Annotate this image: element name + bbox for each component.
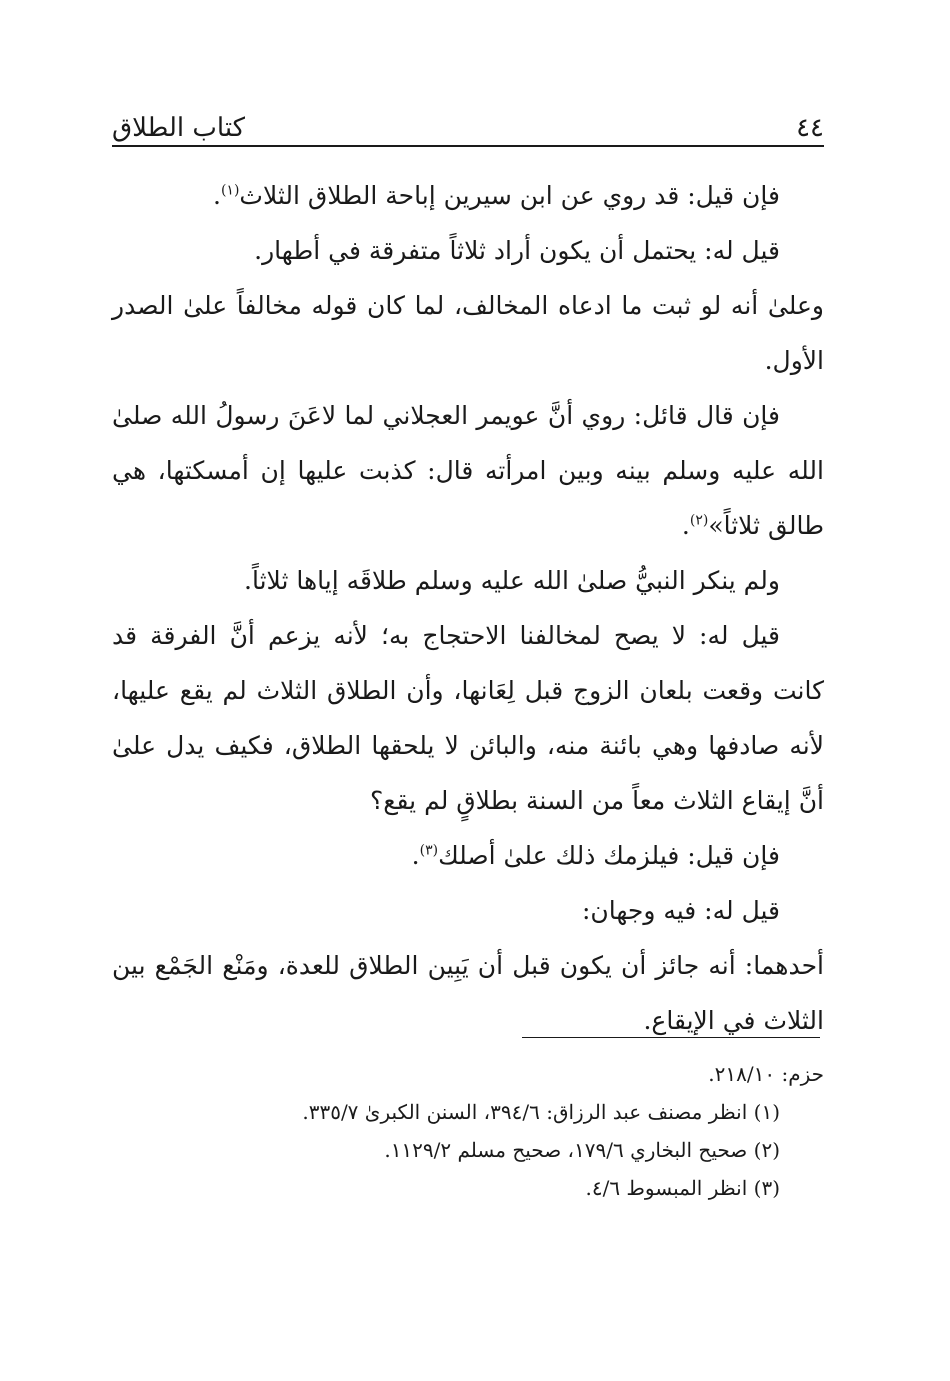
paragraph-9: أحدهما: أنه جائز أن يكون قبل أن يَبِين الطلاق للعدة، ومَنْع الجَمْع بين الثلاث في الإيقاع. [112, 951, 824, 1035]
footnote-2: (٢) صحيح البخاري ١٧٩/٦، صحيح مسلم ١١٢٩/٢. [384, 1138, 780, 1162]
running-title: كتاب الطلاق [112, 113, 246, 143]
paragraph-4-text: فإن قال قائل: روي أنَّ عويمر العجلاني لما لاعَنَ رسولُ الله صلىٰ الله عليه وسلم بينه وبين امرأته قال: كذبت عليها إن أمسكتها، هي طالق ثلاثاً» [112, 401, 824, 540]
footnote-ref-2: (٢) [689, 512, 709, 529]
main-text [112, 168, 824, 1048]
paragraph-8: قيل له: فيه وجهان: [581, 896, 780, 925]
paragraph-4 [112, 388, 824, 553]
paragraph-7 [112, 828, 824, 883]
paragraph-3: وعلىٰ أنه لو ثبت ما ادعاه المخالف، لما كان قوله مخالفاً علىٰ الصدر الأول. [112, 291, 824, 375]
paragraph-2: قيل له: يحتمل أن يكون أراد ثلاثاً متفرقة في أطهار. [254, 236, 780, 265]
footnote-3: (٣) انظر المبسوط ٤/٦. [585, 1176, 780, 1200]
paragraph-1 [112, 168, 824, 223]
paragraph-1-end: . [213, 181, 221, 210]
footnote-1: (١) انظر مصنف عبد الرزاق: ٣٩٤/٦، السنن الكبرىٰ ٣٣٥/٧. [302, 1100, 780, 1124]
paragraph-7-end: . [411, 841, 420, 870]
paragraph-7-text: فإن قيل: فيلزمك ذلك علىٰ أصلك [438, 841, 780, 870]
footnote-ref-1: (١) [220, 182, 240, 199]
page-header [112, 95, 824, 143]
footnotes [112, 1055, 824, 1207]
footnote-carryover: حزم: ٢١٨/١٠. [708, 1062, 824, 1086]
footnote-ref-3: (٣) [419, 842, 439, 859]
paragraph-5: ولم ينكر النبيُّ صلىٰ الله عليه وسلم طلاقَه إياها ثلاثاً. [244, 566, 780, 595]
header-rule [112, 145, 824, 147]
paragraph-1-text: فإن قيل: قد روي عن ابن سيرين إباحة الطلاق الثلاث [239, 181, 780, 210]
page-number: ٤٤ [796, 113, 824, 143]
paragraph-4-end: . [681, 511, 690, 540]
paragraph-6: قيل له: لا يصح لمخالفنا الاحتجاج به؛ لأنه يزعم أنَّ الفرقة قد كانت وقعت بلعان الزوج قبل لِعَانها، وأن الطلاق الثلاث لم يقع عليها، لأنه صادفها وهي بائنة منه، والبائن لا يلحقها الطلاق، فكيف يدل علىٰ أنَّ إيقاع الثلاث معاً من السنة بطلاقٍ لم يقع؟ [112, 621, 824, 815]
footnote-separator [522, 1037, 820, 1038]
